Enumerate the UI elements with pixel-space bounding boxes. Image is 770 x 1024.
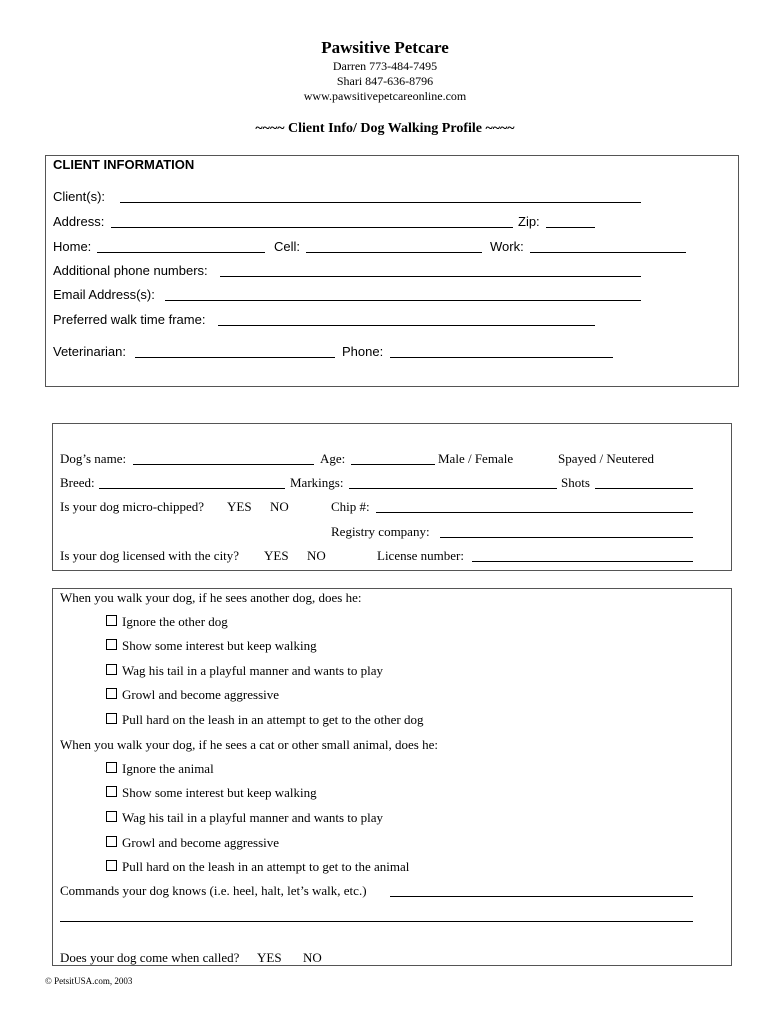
license-number-label: License number: [377,548,464,563]
checkbox-icon[interactable] [106,713,117,724]
microchip-yes-option[interactable]: YES [227,499,252,514]
cat-option-interest[interactable] [106,785,317,801]
markings-label: Markings: [290,475,344,490]
licensed-question: Is your dog licensed with the city? [60,548,240,563]
checkbox-icon[interactable] [106,664,117,675]
copyright-footer: © PetsitUSA.com, 2003 [45,976,133,986]
email-field[interactable] [165,300,641,301]
option-label: Ignore the animal [122,761,214,776]
work-phone-label: Work: [490,239,524,254]
cell-phone-field[interactable] [306,252,482,253]
form-title: ~~~~ Client Info/ Dog Walking Profile ~~~~ [255,121,515,136]
walk-time-label: Preferred walk time frame: [53,312,206,327]
markings-field[interactable] [349,488,557,489]
licensed-no-option[interactable]: NO [307,548,326,563]
licensed-yes-option[interactable]: YES [264,548,289,563]
address-label: Address: [53,214,105,229]
age-label: Age: [320,451,346,466]
home-phone-label: Home: [53,239,92,254]
dog-name-label: Dog’s name: [60,451,127,466]
commands-label: Commands your dog knows (i.e. heel, halt, let’s walk, etc.) [60,883,367,898]
checkbox-icon[interactable] [106,639,117,650]
age-field[interactable] [351,464,435,465]
commands-field-continued[interactable] [60,921,693,922]
cat-encounter-question: When you walk your dog, if he sees a cat or other small animal, does he: [60,737,438,752]
address-field[interactable] [111,227,513,228]
option-label: Pull hard on the leash in an attempt to get to the other dog [122,712,424,727]
vet-phone-field[interactable] [390,357,613,358]
company-name: Pawsitive Petcare [321,38,449,57]
chip-number-label: Chip #: [331,499,370,514]
dog-option-ignore[interactable] [106,614,228,630]
option-label: Show some interest but keep walking [122,785,317,800]
additional-phone-field[interactable] [220,276,641,277]
dog-option-play[interactable] [106,663,383,679]
zip-field[interactable] [546,227,595,228]
vet-phone-label: Phone: [342,344,384,359]
option-label: Pull hard on the leash in an attempt to get to the animal [122,859,410,874]
cell-phone-label: Cell: [274,239,301,254]
option-label: Show some interest but keep walking [122,638,317,653]
clients-field[interactable] [120,202,641,203]
chip-number-field[interactable] [376,512,693,513]
commands-field[interactable] [390,896,693,897]
option-label: Growl and become aggressive [122,687,280,702]
breed-label: Breed: [60,475,95,490]
option-label: Wag his tail in a playful manner and wants to play [122,810,384,825]
home-phone-field[interactable] [97,252,265,253]
checkbox-icon[interactable] [106,786,117,797]
spay-neuter-options[interactable]: Spayed / Neutered [558,451,655,466]
shots-field[interactable] [595,488,693,489]
cat-option-aggressive[interactable] [106,835,279,851]
checkbox-icon[interactable] [106,615,117,626]
license-number-field[interactable] [472,561,693,562]
veterinarian-label: Veterinarian: [53,344,126,359]
dog-name-field[interactable] [133,464,314,465]
cat-option-play[interactable] [106,810,383,826]
come-yes-option[interactable]: YES [257,950,282,965]
veterinarian-field[interactable] [135,357,335,358]
dog-option-pull[interactable] [106,712,423,728]
checkbox-icon[interactable] [106,688,117,699]
additional-phone-label: Additional phone numbers: [53,263,208,278]
walk-time-field[interactable] [218,325,595,326]
option-label: Ignore the other dog [122,614,228,629]
sex-options[interactable]: Male / Female [438,451,514,466]
option-label: Wag his tail in a playful manner and wants to play [122,663,384,678]
checkbox-icon[interactable] [106,860,117,871]
work-phone-field[interactable] [530,252,686,253]
breed-field[interactable] [99,488,285,489]
clients-label: Client(s): [53,189,106,204]
email-label: Email Address(s): [53,287,155,302]
zip-label: Zip: [518,214,540,229]
come-no-option[interactable]: NO [303,950,322,965]
checkbox-icon[interactable] [106,762,117,773]
registry-field[interactable] [440,537,693,538]
contact-shari: Shari 847-636-8796 [336,74,434,88]
shots-label: Shots [561,475,590,490]
cat-option-ignore[interactable] [106,761,214,777]
checkbox-icon[interactable] [106,836,117,847]
microchip-no-option[interactable]: NO [270,499,289,514]
option-label: Growl and become aggressive [122,835,280,850]
dog-encounter-question: When you walk your dog, if he sees another dog, does he: [60,590,362,605]
registry-label: Registry company: [331,524,430,539]
contact-darren: Darren 773-484-7495 [332,59,438,73]
microchip-question: Is your dog micro-chipped? [60,499,205,514]
cat-option-pull[interactable] [106,859,409,875]
dog-option-aggressive[interactable] [106,687,279,703]
checkbox-icon[interactable] [106,811,117,822]
website: www.pawsitivepetcareonline.com [303,89,467,103]
client-info-heading: CLIENT INFORMATION [53,157,195,172]
come-when-called-question: Does your dog come when called? [60,950,240,965]
dog-option-interest[interactable] [106,638,317,654]
